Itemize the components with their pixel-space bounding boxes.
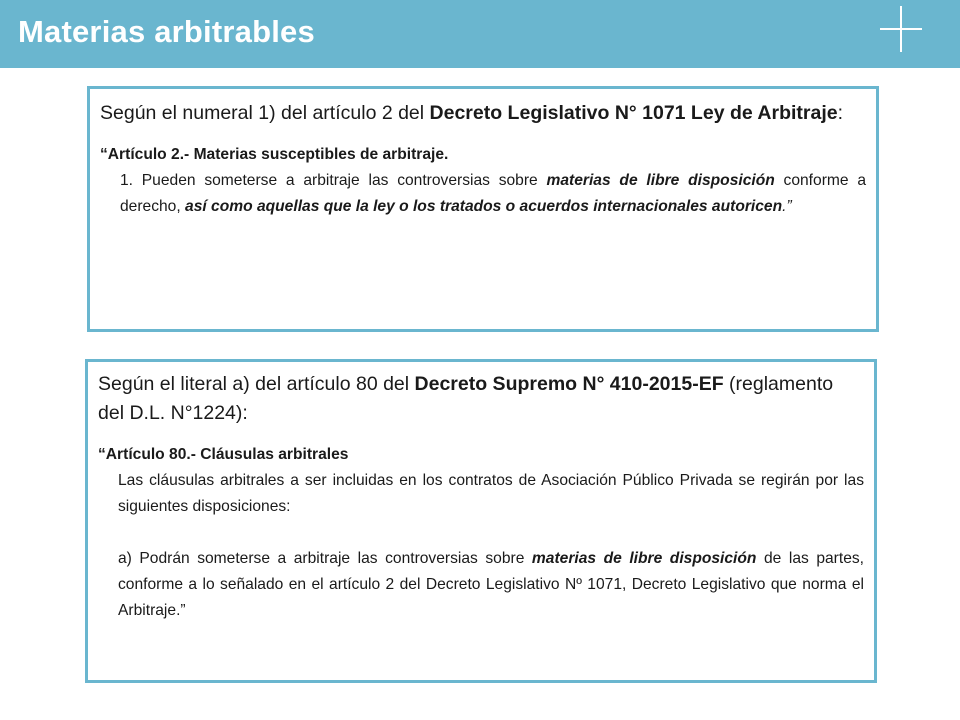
intro-suffix: (reglamento del D.L. N°1224): (98, 373, 834, 424)
intro-suffix: : (837, 102, 844, 124)
intro-prefix: Según el numeral 1) del artículo 2 del (100, 102, 430, 124)
plus-icon (880, 6, 922, 52)
paragraph-text: .” (782, 198, 792, 215)
quote-box-decreto-1071 (87, 86, 879, 332)
intro-law-name: Decreto Legislativo N° 1071 Ley de Arbitraje (429, 102, 838, 124)
paragraph-text: conforme a derecho, (120, 172, 866, 215)
article-paragraph (98, 546, 864, 624)
article-title: “Artículo 2.- Materias susceptibles de arbitraje. (100, 146, 449, 163)
article-title: “Artículo 80.- Cláusulas arbitrales (98, 446, 349, 463)
paragraph-text: 1. Pueden someterse a arbitraje las controversias sobre (120, 172, 547, 189)
paragraph-spacer (98, 520, 864, 546)
intro-text (98, 370, 864, 428)
page-title: Materias arbitrables (18, 14, 315, 49)
emphasis-text: materias de libre disposición (546, 172, 775, 189)
intro-prefix: Según el literal a) del artículo 80 del (98, 373, 415, 395)
article-paragraph (100, 168, 866, 220)
emphasis-text: materias de libre disposición (531, 550, 757, 567)
intro-law-name: Decreto Supremo N° 410-2015-EF (414, 373, 724, 395)
paragraph-text: de las partes, conforme a lo señalado en el artículo 2 del Decreto Legislativo Nº 1071, Decreto Legislativo que norma el Arbitraje.” (118, 550, 865, 619)
emphasis-text: así como aquellas que la ley o los tratados o acuerdos internacionales autoricen (185, 198, 783, 215)
intro-text (100, 99, 866, 128)
article-paragraph: Las cláusulas arbitrales a ser incluidas en los contratos de Asociación Público Privada se regirán por las siguientes disposiciones: (118, 472, 864, 515)
quote-box-decreto-410 (85, 359, 877, 683)
title-bar (0, 0, 960, 68)
paragraph-text: a) Podrán someterse a arbitraje las controversias sobre (118, 550, 532, 567)
